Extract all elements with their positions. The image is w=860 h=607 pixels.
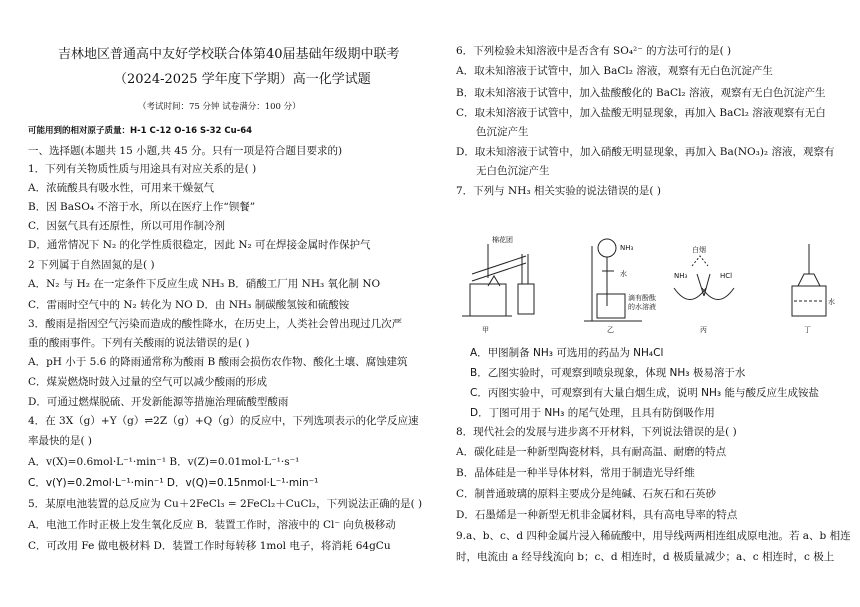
atomic-masses: 可能用到的相对原子质量：H-1 C-12 O-16 S-32 Cu-64: [28, 126, 253, 136]
q8-option-b: B．晶体硅是一种半导体材料，常用于制造光导纤维: [456, 467, 695, 479]
q8-option-c: C．制普通玻璃的原料主要成分是纯碱、石灰石和石英砂: [456, 488, 717, 500]
exam-subtitle: （2024-2025 学年度下学期）高一化学试题: [114, 72, 371, 87]
q7-option-d: D．丁图可用于 NH₃ 的尾气处理，且具有防倒吸作用: [470, 407, 715, 419]
q1-option-c: C．因氨气具有还原性，所以可用作制冷剂: [28, 220, 226, 232]
question-4-line2: 率最快的是( ): [28, 435, 93, 447]
q8-option-a: A．碳化硅是一种新型陶瓷材料，具有耐高温、耐磨的特点: [456, 446, 727, 458]
question-3-line2: 重的酸雨事件。下列有关酸雨的说法错误的是( ): [28, 337, 250, 349]
question-3-line1: 3．酸雨是指因空气污染而造成的酸性降水，在历史上，人类社会曾出现过几次严: [28, 318, 403, 330]
q8-option-d: D．石墨烯是一种新型无机非金属材料，具有高电导率的特点: [456, 509, 738, 521]
question-9-line1: 9.a、b、c、d 四种金属片浸入稀硫酸中，用导线两两相连组成原电池。若 a、b 相连: [456, 530, 851, 542]
q7-option-a: A．甲图制备 NH₃ 可选用的药品为 NH₄Cl: [470, 347, 664, 359]
q1-option-d: D．通常情况下 N₂ 的化学性质很稳定，因此 N₂ 可在焊接金属时作保护气: [28, 239, 371, 251]
q3-options-ab: A．pH 小于 5.6 的降雨通常称为酸雨 B 酸雨会损伤农作物、酸化土壤、腐蚀建筑: [28, 356, 408, 368]
label-water-2: 水: [828, 298, 835, 306]
q2-options-ab: A．N₂ 与 H₂ 在一定条件下反应生成 NH₃ B．硝酸工厂用 NH₃ 氧化制 NO: [28, 278, 381, 290]
question-1: 1．下列有关物质性质与用途具有对应关系的是( ): [28, 163, 257, 175]
exam-info: （考试时间：75 分钟 试卷满分：100 分）: [138, 102, 301, 112]
question-8: 8．现代社会的发展与进步离不开材料，下列说法错误的是( ): [456, 426, 737, 438]
label-cotton: 棉花团: [492, 236, 513, 244]
label-jia: 甲: [482, 326, 489, 334]
question-6: 6．下列检验未知溶液中是否含有 SO₄²⁻ 的方法可行的是( ): [456, 45, 732, 57]
label-nh3: NH₃: [620, 244, 634, 252]
q4-options-cd: C．v(Y)=0.2mol·L⁻¹·min⁻¹ D．v(Q)=0.15nmol·L⁻¹·min⁻¹: [28, 477, 319, 489]
label-white-smoke: 白烟: [692, 246, 706, 254]
label-water: 水: [620, 270, 627, 278]
q6-option-a: A．取未知溶液于试管中，加入 BaCl₂ 溶液，观察有无白色沉淀产生: [456, 65, 773, 77]
q6-option-d-line1: D．取未知溶液于试管中，加入硝酸无明显现象，再加入 Ba(NO₃)₂ 溶液，观察有: [456, 146, 835, 158]
label-phenol-1: 滴有酚酞: [628, 294, 656, 302]
q4-options-ab: A．v(X)=0.6mol·L⁻¹·min⁻¹ B．v(Z)=0.01mol·L⁻¹·s⁻¹: [28, 456, 300, 468]
label-yi: 乙: [607, 326, 614, 334]
q1-option-b: B．因 BaSO₄ 不溶于水，所以在医疗上作“钡餐”: [28, 201, 256, 213]
question-7: 7．下列与 NH₃ 相关实验的说法错误的是( ): [456, 185, 661, 197]
q1-option-a: A．浓硫酸具有吸水性，可用来干燥氨气: [28, 182, 215, 194]
q3-option-d: D．可通过燃煤脱硫、开发新能源等措施治理硫酸型酸雨: [28, 396, 289, 408]
q5-options-ab: A．电池工作时正极上发生氧化反应 B．装置工作时，溶液中的 Cl⁻ 向负极移动: [28, 519, 396, 531]
exam-title: 吉林地区普通高中友好学校联合体第40届基础年级期中联考: [58, 47, 400, 62]
question-5: 5．某原电池装置的总反应为 Cu＋2FeCl₃ = 2FeCl₂＋CuCl₂，下列说法正确的是( ): [28, 498, 423, 510]
section-heading: 一、选择题(本题共 15 小题,共 45 分。只有一项是符合题目要求的): [28, 145, 343, 157]
apparatus-diagram: [442, 226, 842, 336]
q7-option-c: C．丙图实验中，可观察到有大量白烟生成，说明 NH₃ 能与酸反应生成铵盐: [470, 387, 819, 399]
label-bing: 丙: [700, 326, 707, 334]
q2-options-cd: C．雷雨时空气中的 N₂ 转化为 NO D．由 NH₃ 制碳酸氢铵和硫酸铵: [28, 299, 350, 311]
label-phenol-2: 的水溶液: [628, 303, 656, 311]
question-9-line2: 时，电流由 a 经导线流向 b；c、d 相连时，d 极质量减少；a、c 相连时，c 极上: [456, 551, 835, 563]
label-hcl: HCl: [720, 272, 733, 280]
q6-option-c-line2: 色沉淀产生: [476, 126, 529, 138]
q5-options-cd: C．可改用 Fe 做电极材料 D．装置工作时每转移 1mol 电子，将消耗 64gCu: [28, 540, 391, 552]
q6-option-c-line1: C．取未知溶液于试管中，加入盐酸无明显现象，再加入 BaCl₂ 溶液观察有无白: [456, 107, 826, 119]
q7-option-b: B．乙图实验时，可观察到喷泉现象，体现 NH₃ 极易溶于水: [470, 367, 746, 379]
label-ding: 丁: [804, 326, 811, 334]
label-nh3-b: NH₃: [674, 272, 688, 280]
question-4-line1: 4．在 3X（g）+Y（g）⇌2Z（g）+Q（g）的反应中，下列选项表示的化学反应速: [28, 415, 419, 427]
q3-option-c: C．煤炭燃烧时鼓入过量的空气可以减少酸雨的形成: [28, 376, 268, 388]
question-2: 2 下列属于自然固氮的是( ): [28, 259, 155, 271]
q6-option-d-line2: 无白色沉淀产生: [476, 165, 550, 177]
q6-option-b: B．取未知溶液于试管中，加入盐酸酸化的 BaCl₂ 溶液，观察有无白色沉淀产生: [456, 87, 826, 99]
nh3-experiment-figure: [442, 226, 842, 336]
